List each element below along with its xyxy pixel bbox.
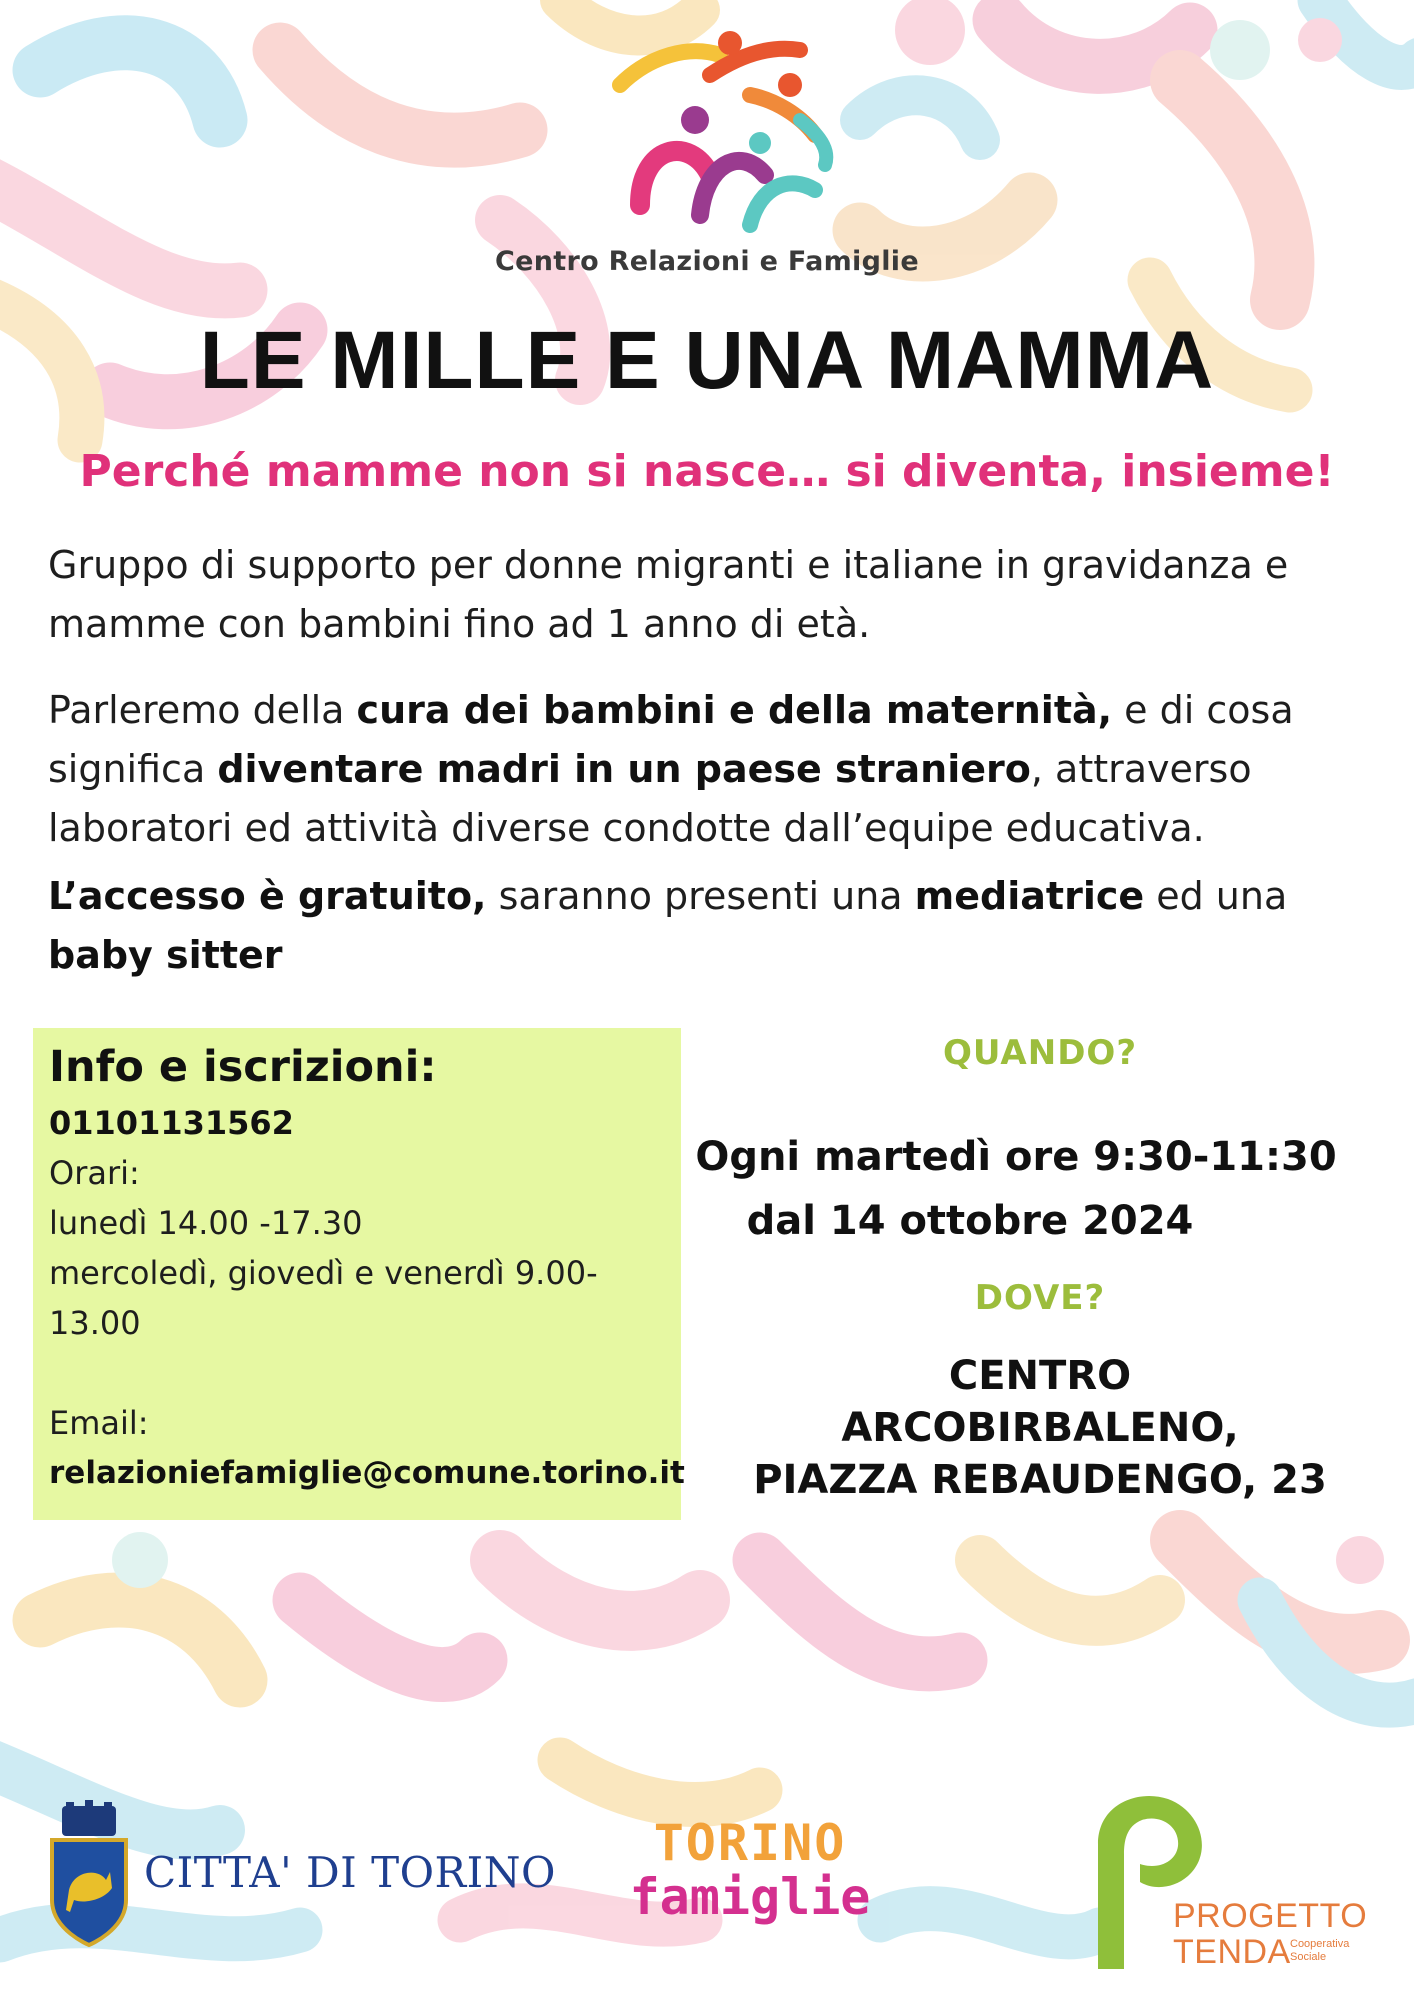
p3-bold-1: L’accesso è gratuito, [48, 874, 487, 918]
citta-di-torino-logo [44, 1800, 556, 1950]
topics-paragraph [48, 681, 1378, 858]
progetto-label: PROGETTO [1173, 1897, 1368, 1935]
progetto-tenda-logo [1068, 1784, 1368, 1984]
page-title: LE MILLE E UNA MAMMA [199, 315, 1215, 406]
when-heading: QUANDO? [942, 1033, 1138, 1073]
hours-label: Orari: [49, 1154, 140, 1192]
subtitle: Perché mamme non si nasce… si diventa, insieme! [79, 446, 1335, 497]
p3-text-1: saranno presenti una [486, 874, 915, 918]
p3-bold-2: mediatrice [914, 874, 1145, 918]
p2-text-3: , attraverso laboratori ed attività diverse condotte dall’equipe educativa. [48, 747, 1252, 850]
tenda-label: TENDA [1173, 1933, 1291, 1971]
city-label: CITTA' DI TORINO [144, 1848, 556, 1897]
p2-text-1: Parleremo della [48, 688, 357, 732]
where-heading: DOVE? [974, 1278, 1106, 1318]
email-label: Email: [49, 1404, 149, 1442]
torino-famiglie-line-1: TORINO [653, 1814, 847, 1872]
email-link[interactable]: relazioniefamiglie@comune.torino.it [49, 1455, 685, 1491]
info-heading: Info e iscrizioni: [49, 1042, 437, 1092]
phone-number[interactable]: 01101131562 [49, 1104, 294, 1142]
family-figures-icon [600, 25, 840, 235]
when-schedule: Ogni martedì ore 9:30-11:30 [695, 1134, 1337, 1180]
torino-bull-crest-icon [44, 1800, 134, 1950]
when-start-date: dal 14 ottobre 2024 [746, 1198, 1194, 1244]
hours-wed-fri-end: 13.00 [49, 1304, 141, 1342]
info-box [33, 1028, 685, 1520]
where-line-1: CENTRO [948, 1353, 1132, 1399]
hours-monday: lunedì 14.00 -17.30 [49, 1204, 363, 1242]
p2-text-2: e di cosa significa [48, 688, 1294, 791]
cooperativa-sociale-label: Cooperativa Sociale [1290, 1938, 1350, 1963]
access-paragraph [48, 867, 1378, 985]
where-line-3: PIAZZA REBAUDENGO, 23 [753, 1457, 1327, 1503]
p2-bold-1: cura dei bambini e della maternità, [356, 688, 1113, 732]
p3-bold-3: baby sitter [48, 933, 283, 977]
p3-text-2: ed una [1144, 874, 1288, 918]
hours-wed-fri: mercoledì, giovedì e venerdì 9.00- [49, 1254, 598, 1292]
org-name: Centro Relazioni e Famiglie [495, 246, 919, 277]
where-address [690, 1350, 1390, 1506]
torino-famiglie-line-2: famiglie [629, 1868, 871, 1926]
description-paragraph: Gruppo di supporto per donne migranti e italiane in gravidanza e mamme con bambini fino ad 1 anno di età. [48, 543, 1289, 646]
torino-famiglie-logo [620, 1816, 880, 1946]
p2-bold-2: diventare madri in un paese straniero [217, 747, 1031, 791]
where-line-2: ARCOBIRBALENO, [841, 1405, 1239, 1451]
